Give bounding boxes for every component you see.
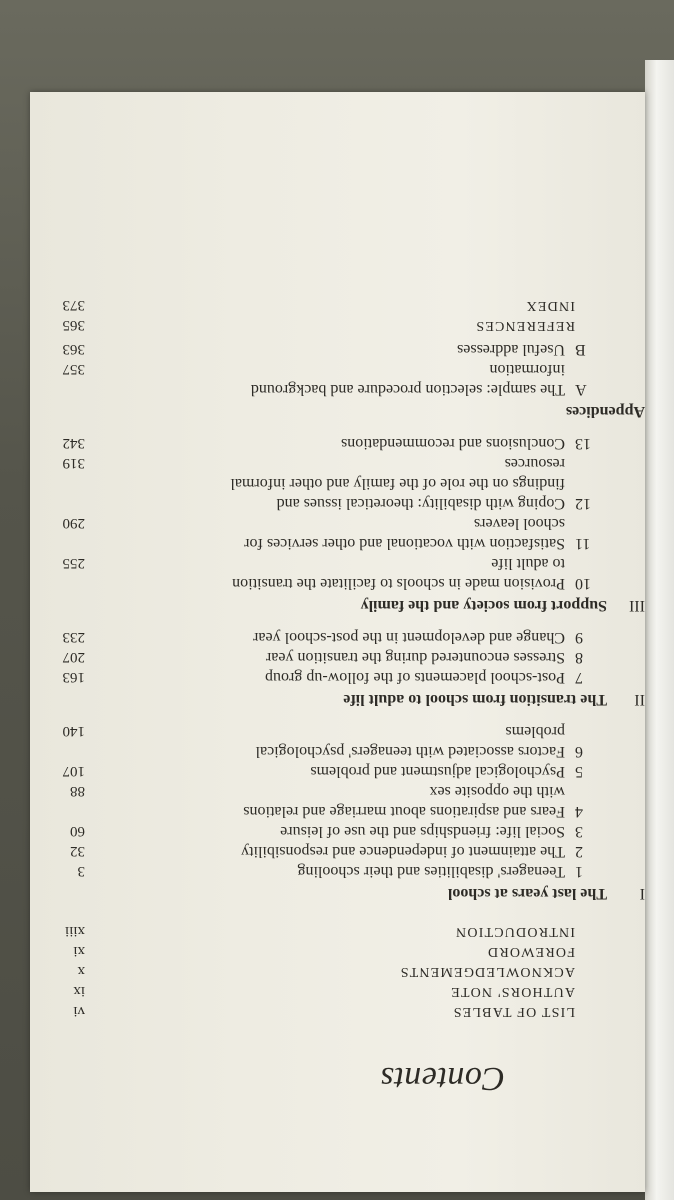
toc-entry-label: LIST OF TABLES <box>452 1004 575 1019</box>
toc-page-number: 3 <box>77 863 85 879</box>
chapter-number: 11 <box>575 535 591 552</box>
chapter-title-line: Stresses encountered during the transition year <box>265 649 565 666</box>
chapter-title-line: school leavers <box>473 515 565 532</box>
toc-entry-label: INTRODUCTION <box>454 924 575 939</box>
toc-page-number: 60 <box>70 823 85 839</box>
appendices-title: Appendices <box>565 403 645 420</box>
toc-page-number: 163 <box>62 669 85 685</box>
chapter-title-line: problems <box>505 723 565 740</box>
toc-page-number: 319 <box>62 455 85 471</box>
chapter-number: 10 <box>575 575 591 592</box>
chapter-number: 3 <box>575 823 583 840</box>
chapter-title-line: Teenagers' disabilities and their schooling <box>297 863 565 880</box>
chapter-number: 2 <box>575 843 583 860</box>
toc-page-number: 107 <box>62 763 85 779</box>
toc-page-number: ix <box>73 983 85 999</box>
toc-entry-label: INDEX <box>525 298 575 313</box>
toc-page-number: 373 <box>62 297 85 313</box>
appendix-title-line: The sample: selection procedure and background <box>250 381 565 398</box>
toc-entry-label: AUTHORS' NOTE <box>449 984 575 999</box>
chapter-title-line: Factors associated with teenagers' psychological <box>255 743 565 760</box>
chapter-number: 13 <box>575 435 591 452</box>
toc-entry-label: ACKNOWLEDGEMENTS <box>399 964 575 979</box>
chapter-title-line: Post-school placements of the follow-up group <box>265 669 565 686</box>
chapter-number: 8 <box>575 649 583 666</box>
toc-page-number: vi <box>73 1003 85 1019</box>
chapter-number: 1 <box>575 863 583 880</box>
adjacent-page-edge <box>645 60 674 1200</box>
appendix-letter: A <box>575 381 587 398</box>
toc-page-number: 140 <box>62 723 85 739</box>
part-number: II <box>634 691 645 708</box>
chapter-number: 4 <box>575 803 583 820</box>
chapter-title-line: Psychological adjustment and problems <box>310 763 565 780</box>
chapter-number: 6 <box>575 743 583 760</box>
page-title: Contents <box>380 1060 505 1097</box>
toc-page-number: xiii <box>64 923 85 939</box>
chapter-number: 5 <box>575 763 583 780</box>
toc-page-number: 290 <box>62 515 85 531</box>
chapter-number: 12 <box>575 495 591 512</box>
chapter-title-line: resources <box>504 455 565 472</box>
chapter-title-line: The attainment of independence and responsibility <box>241 843 565 860</box>
chapter-title-line: Satisfaction with vocational and other services for <box>244 535 565 552</box>
part-title: The transition from school to adult life <box>343 691 607 708</box>
chapter-number: 9 <box>575 629 583 646</box>
toc-page-number: xi <box>73 943 85 959</box>
toc-page-number: 365 <box>62 317 85 333</box>
toc-page-number: 363 <box>62 341 85 357</box>
chapter-number: 7 <box>575 669 583 686</box>
toc-entry-label: REFERENCES <box>475 318 575 333</box>
chapter-title-line: Provision made in schools to facilitate the transition <box>232 575 565 592</box>
appendix-letter: B <box>575 341 586 358</box>
toc-entry-label: FOREWORD <box>486 944 575 959</box>
chapter-title-line: Change and development in the post-school year <box>253 629 565 646</box>
toc-page-number: 255 <box>62 555 85 571</box>
part-number: I <box>639 885 645 902</box>
toc-page-number: 32 <box>70 843 85 859</box>
part-title: Support from society and the family <box>360 597 607 614</box>
contents-page <box>30 92 645 1192</box>
chapter-title-line: Coping with disability: theoretical issues and <box>276 495 565 512</box>
appendix-title-line: Useful addresses <box>457 341 565 358</box>
chapter-title-line: Conclusions and recommendations <box>341 435 565 452</box>
chapter-title-line: Social life: friendships and the use of leisure <box>280 823 565 840</box>
chapter-title-line: Fears and aspirations about marriage and relations <box>243 803 565 820</box>
toc-page-number: 233 <box>62 629 85 645</box>
chapter-title-line: findings on the role of the family and other informal <box>230 475 565 492</box>
toc-page-number: 357 <box>62 361 85 377</box>
chapter-title-line: to adult life <box>491 555 565 572</box>
part-title: The last years at school <box>447 885 607 902</box>
toc-page-number: 342 <box>62 435 85 451</box>
part-number: III <box>629 597 645 614</box>
toc-page-number: 88 <box>70 783 85 799</box>
toc-page-number: x <box>77 963 85 979</box>
appendix-title-line: information <box>489 361 565 378</box>
toc-page-number: 207 <box>62 649 85 665</box>
chapter-title-line: with the opposite sex <box>429 783 565 800</box>
